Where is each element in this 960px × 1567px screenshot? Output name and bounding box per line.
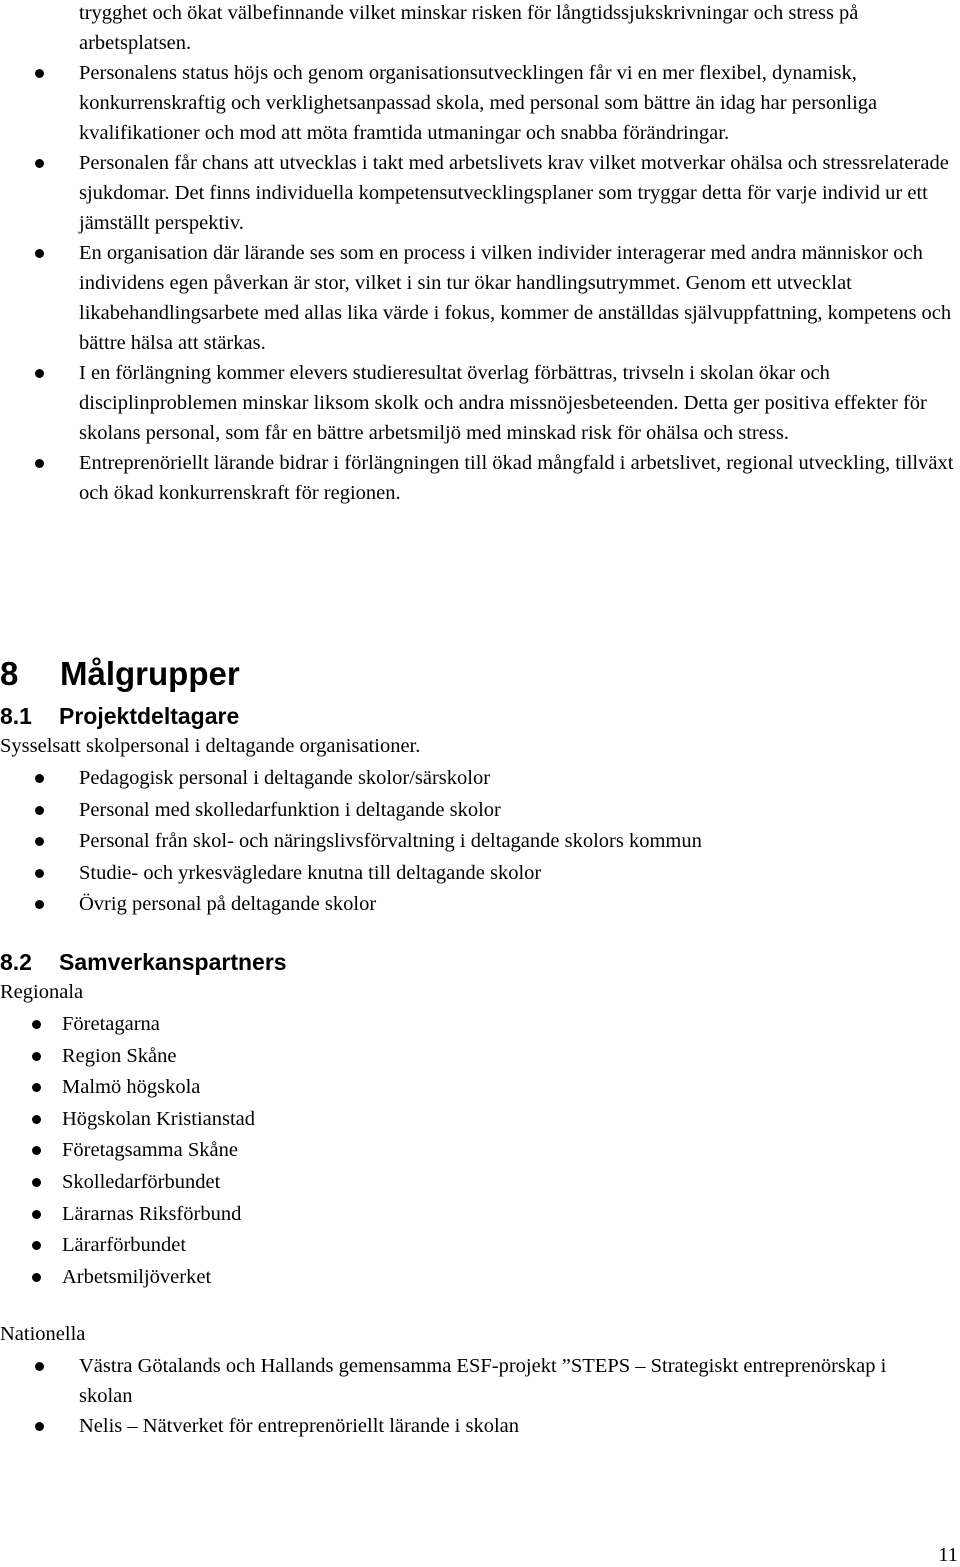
bullet-icon [35,249,44,258]
list-item: Skolledarförbundet [62,1167,662,1199]
list-item: Företagarna [62,1009,662,1041]
bullet-icon [32,1178,41,1187]
subsection-title: Projektdeltagare [59,703,240,729]
list-item: Region Skåne [62,1041,662,1073]
list-item: Personalens status höjs och genom organisationsutvecklingen får vi en mer flexibel, dynamisk, konkurrenskraftig och verklighetsanpassad skola, med personal som bättre än idag har personliga kvalifikationer och mod att möta framtida utmaningar och snabba förändringar. [79,58,957,148]
benefits-list [79,58,957,508]
page-number: 11 [938,1544,958,1566]
list-item: Pedagogisk personal i deltagande skolor/särskolor [79,763,939,795]
continuation-text: trygghet och ökat välbefinnande vilket minskar risken för långtidssjukskrivningar och stress på arbetsplatsen. [79,2,859,54]
list-item: Personal med skolledarfunktion i deltagande skolor [79,795,939,827]
bullet-icon [32,1020,41,1029]
regional-label: Regionala [0,981,84,1003]
bullet-icon [32,1115,41,1124]
bullet-icon [32,1210,41,1219]
subsection-number: 8.2 [0,949,32,975]
bullet-icon [35,774,44,783]
list-item: Västra Götalands och Hallands gemensamma ESF-projekt ”STEPS – Strategiskt entreprenörskap i skolan [79,1351,939,1411]
bullet-icon [32,1052,41,1061]
bullet-icon [35,369,44,378]
bullet-icon [32,1241,41,1250]
list-item: Personal från skol- och näringslivsförvaltning i deltagande skolors kommun [79,826,939,858]
list-item: En organisation där lärande ses som en process i vilken individer interagerar med andra människor och individens egen påverkan är stor, vilket i sin tur ökar handlingsutrymmet. Genom ett utvecklat likabehandlingsarbete med allas lika värde i fokus, kommer de anställdas självuppfattning, kompetens och bättre hälsa att stärkas. [79,238,957,358]
national-label: Nationella [0,1323,86,1345]
bullet-icon [35,900,44,909]
list-item: Företagsamma Skåne [62,1135,662,1167]
subsection-heading [0,701,239,731]
bullet-icon [32,1273,41,1282]
bullet-icon [35,159,44,168]
participants-list [79,763,939,921]
subsection-title: Samverkanspartners [59,949,287,975]
list-item: Malmö högskola [62,1072,662,1104]
list-item: Högskolan Kristianstad [62,1104,662,1136]
national-partners-list [79,1351,939,1441]
section-number: 8 [0,655,19,692]
bullet-icon [35,837,44,846]
section-title: Målgrupper [60,655,240,692]
list-item: I en förlängning kommer elevers studieresultat överlag förbättras, trivseln i skolan ökar och disciplinproblemen minskar liksom skolk och andra missnöjesbeteenden. Detta ger positiva effekter för skolans personal, som får en bättre arbetsmiljö med minskad risk för ohälsa och stress. [79,358,957,448]
bullet-icon [32,1083,41,1092]
bullet-icon [35,869,44,878]
list-item: Entreprenöriellt lärande bidrar i förlängningen till ökad mångfald i arbetslivet, regional utveckling, tillväxt och ökad konkurrenskraft för regionen. [79,448,957,508]
bullet-icon [32,1146,41,1155]
bullet-icon [35,69,44,78]
list-item: Arbetsmiljöverket [62,1262,662,1294]
bullet-icon [35,1362,44,1371]
subsection-number: 8.1 [0,703,32,729]
bullet-icon [35,806,44,815]
list-item: Studie- och yrkesvägledare knutna till deltagande skolor [79,858,939,890]
bullet-icon [35,1422,44,1431]
list-item: Personalen får chans att utvecklas i takt med arbetslivets krav vilket motverkar ohälsa och stressrelaterade sjukdomar. Det finns individuella kompetensutvecklingsplaner som tryggar detta för varje individ ur ett jämställt perspektiv. [79,148,957,238]
participants-intro: Sysselsatt skolpersonal i deltagande organisationer. [0,735,421,757]
list-item: Lärarförbundet [62,1230,662,1262]
bullet-icon [35,459,44,468]
list-item: Nelis – Nätverket för entreprenöriellt lärande i skolan [79,1411,939,1441]
subsection-heading [0,947,287,977]
list-item: Övrig personal på deltagande skolor [79,889,939,921]
list-item: Lärarnas Riksförbund [62,1199,662,1231]
section-heading [0,652,240,696]
regional-partners-list [62,1009,662,1293]
